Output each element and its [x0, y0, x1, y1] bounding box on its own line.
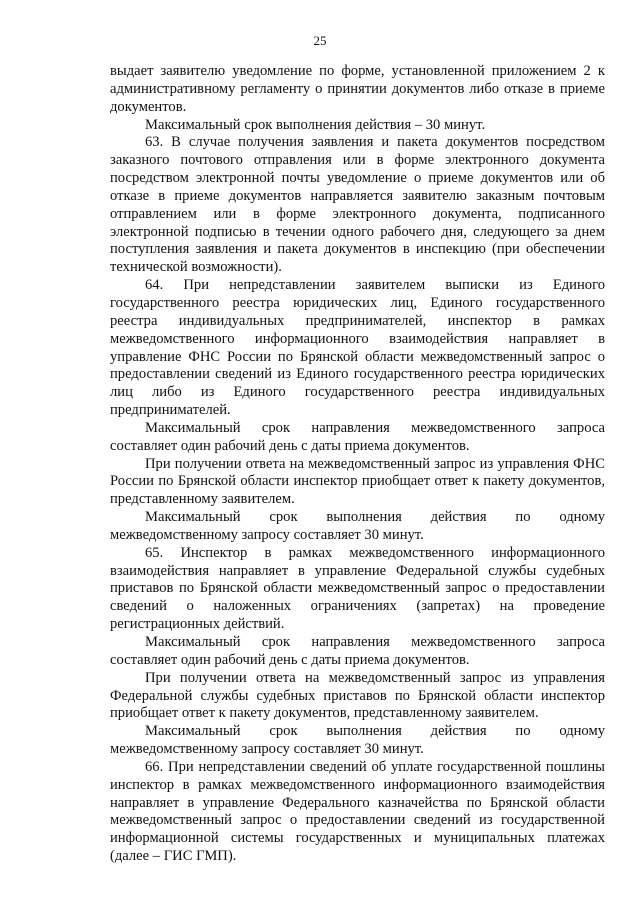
- paragraph-request-deadline-2: Максимальный срок направления межведомственного запроса составляет один рабочий день с даты приема документов.: [110, 634, 605, 668]
- paragraph-item-64: 64. При непредставлении заявителем выписки из Единого государственного реестра юридических лиц, Единого государственного реестра индивидуальных предпринимателей, инспектор в рамках межведомственного информационного взаимодействия направляет в управление ФНС России по Брянской области межведомственный запрос о предоставлении сведений из Единого государственного реестра юридических лиц либо из Единого государственного реестра индивидуальных предпринимателей.: [110, 277, 605, 419]
- paragraph-max-time-30-min: Максимальный срок выполнения действия – 30 минут.: [145, 116, 486, 133]
- paragraph-max-time-per-request-2: Максимальный срок выполнения действия по одному межведомственному запросу составляет 30 минут.: [110, 723, 605, 758]
- paragraph-fns-response: При получении ответа на межведомственный запрос из управления ФНС России по Брянской области инспектор приобщает ответ к пакету документов, представленному заявителем.: [110, 455, 605, 508]
- paragraph-max-time-per-request: Максимальный срок выполнения действия по одному межведомственному запросу составляет 30 минут.: [110, 509, 605, 543]
- page-number: 25: [313, 33, 327, 48]
- paragraph-continuation: выдает заявителю уведомление по форме, установленной приложением 2 к административному регламенту о принятии документов либо отказе в приеме документов.: [110, 63, 605, 115]
- paragraph-item-66: 66. При непредставлении сведений об уплате государственной пошлины инспектор в рамках межведомственного информационного взаимодействия направляет в управление Федерального казначейства по Брянской области межведомственный запрос о предоставлении сведений из государственной информационной системы государственных и муниципальных платежах (далее – ГИС ГМП).: [110, 758, 605, 865]
- paragraph-item-63: 63. В случае получения заявления и пакета документов посредством заказного почтового отправления или в форме электронного документа посредством электронной почты уведомление о приеме документов или об отказе в приеме документов направляется заявителю заказным почтовым отправлением или в форме электронного документа, подписанного электронной подписью в течении одного рабочего дня, следующего за днем поступления заявления и пакета документов в инспекцию (при обеспечении технической возможности).: [110, 134, 605, 276]
- document-body: [110, 63, 605, 866]
- paragraph-request-deadline: Максимальный срок направления межведомственного запроса составляет один рабочий день с даты приема документов.: [110, 419, 605, 454]
- paragraph-fssp-response: При получении ответа на межведомственный запрос из управления Федеральной службы судебных приставов по Брянской области инспектор приобщает ответ к пакету документов, представленному заявителем.: [110, 669, 605, 722]
- paragraph-item-65: 65. Инспектор в рамках межведомственного информационного взаимодействия направляет в управление Федеральной службы судебных приставов по Брянской области межведомственный запрос о предоставлении сведений о наложенных ограничениях (запретах) на проведение регистрационных действий.: [110, 544, 605, 633]
